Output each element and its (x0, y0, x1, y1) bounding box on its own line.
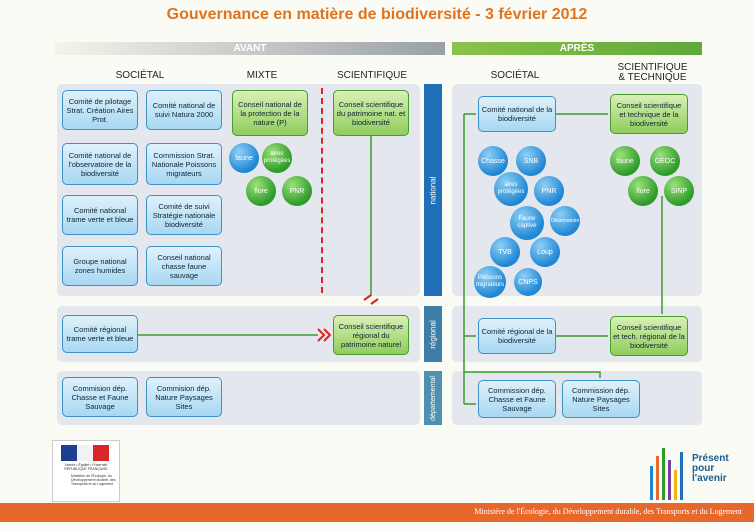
box-comite-regional-biodiv: Comité régional de la biodiversité (478, 318, 556, 354)
circle-faune-apres: faune (610, 146, 640, 176)
box-cnpn: Conseil national de la protection de la nature (P) (232, 90, 308, 136)
box-commission-nature-dep-apres: Commission dép. Nature Paysages Sites (562, 380, 640, 418)
circle-sinp: SINP (664, 176, 694, 206)
box-comite-pilotage: Comité de pilotage Strat. Création Aires Prot. (62, 90, 138, 130)
header-right-societal: SOCIÉTAL (490, 70, 540, 81)
box-groupe-zones-humides: Groupe national zones humides (62, 246, 138, 286)
circle-poissons: Poissons migrateurs (474, 266, 506, 298)
marianne-flag (61, 445, 109, 461)
header-sci-tech: SCIENTIFIQUE & TECHNIQUE (617, 62, 688, 83)
box-commission-nature-dep: Commision dép. Nature Paysages Sites (146, 377, 222, 417)
circle-snb: SNB (516, 146, 546, 176)
header-mixte: MIXTE (246, 70, 278, 81)
slogan-line-3: l'avenir (692, 473, 727, 484)
level-national-label: national (428, 175, 438, 205)
box-comite-snb: Comité de suivi Stratégie nationale biodiversité (146, 195, 222, 235)
avenir-logo-bars (648, 444, 690, 502)
circle-mixte-aires: aires protégées (262, 143, 292, 173)
box-commission-chasse-dep-apres: Commission dép. Chasse et Faune Sauvage (478, 380, 556, 418)
box-conseil-national-biodiv: Conseil scientifique et technique de la biodiversité (610, 94, 688, 134)
circle-cnps: CNPS (514, 268, 542, 296)
circle-aires: aires protégées (494, 172, 528, 206)
ministry-text: Ministère de l'Écologie, du Développement durable, des Transports et du Logement (71, 474, 116, 486)
circle-faune-captive: Faune captive (510, 206, 544, 240)
band-avant-label: AVANT (233, 43, 267, 54)
page-title: Gouvernance en matière de biodiversité - 3 février 2012 (166, 6, 588, 23)
box-comite-observatoire: Comité national de l'observatoire de la biodiversité (62, 143, 138, 185)
box-comite-trame-reg: Comité régional trame verte et bleue (62, 315, 138, 353)
box-commission-chasse-dep: Commision dép. Chasse et Faune Sauvage (62, 377, 138, 417)
republic-logo (52, 440, 120, 502)
level-departemental-label: départemental (429, 375, 437, 421)
level-regional-label: régional (428, 319, 438, 349)
box-comite-trame-nat: Comité national trame verte et bleue (62, 195, 138, 235)
circle-geoc: GEOC (650, 146, 680, 176)
circle-mixte-faune: faune (229, 143, 259, 173)
circle-tvb: TVB (490, 237, 520, 267)
box-conseil-chasse: Conseil national chasse faune sauvage (146, 246, 222, 286)
header-left-societal: SOCIÉTAL (115, 70, 165, 81)
slogan-line-2: pour (692, 463, 715, 474)
circle-loup: Loup (530, 237, 560, 267)
spine-to-dep-nature (464, 372, 600, 378)
circle-pnr: PNR (534, 176, 564, 206)
box-csrpn: Conseil scientifique régional du patrimoine naturel (333, 315, 409, 355)
republic-text: Liberté • Égalité • Fraternité RÉPUBLIQUE FRANÇAISE (64, 463, 108, 471)
slogan (692, 454, 729, 484)
footer-text: Ministère de l'Écologie, du Développement durable, des Transports et du Logement (474, 507, 742, 516)
box-comite-natura2000: Comité national de suivi Natura 2000 (146, 90, 222, 130)
circle-flore-apres: flore (628, 176, 658, 206)
box-conseil-regional-biodiv: Conseil scientifique et tech. régional de la biodiversité (610, 316, 688, 356)
break-mark-horizontal (318, 329, 330, 341)
slogan-line-1: Présent (692, 453, 729, 464)
break-mark-vertical (364, 295, 378, 304)
box-csp-national: Conseil scientifique du patrimoine nat. et biodiversité (333, 90, 409, 136)
box-commission-poissons: Commission Strat. Nationale Poissons migrateurs (146, 143, 222, 185)
circle-mixte-pnr: PNR (282, 176, 312, 206)
box-comite-national-biodiv: Comité national de la biodiversité (478, 96, 556, 132)
circle-mixte-flore: flore (246, 176, 276, 206)
circle-observatoire: Observatoire (550, 206, 580, 236)
header-scientifique: SCIENTIFIQUE (336, 70, 407, 81)
band-apres-label: APRÈS (559, 43, 595, 54)
circle-chasse: Chasse (478, 146, 508, 176)
